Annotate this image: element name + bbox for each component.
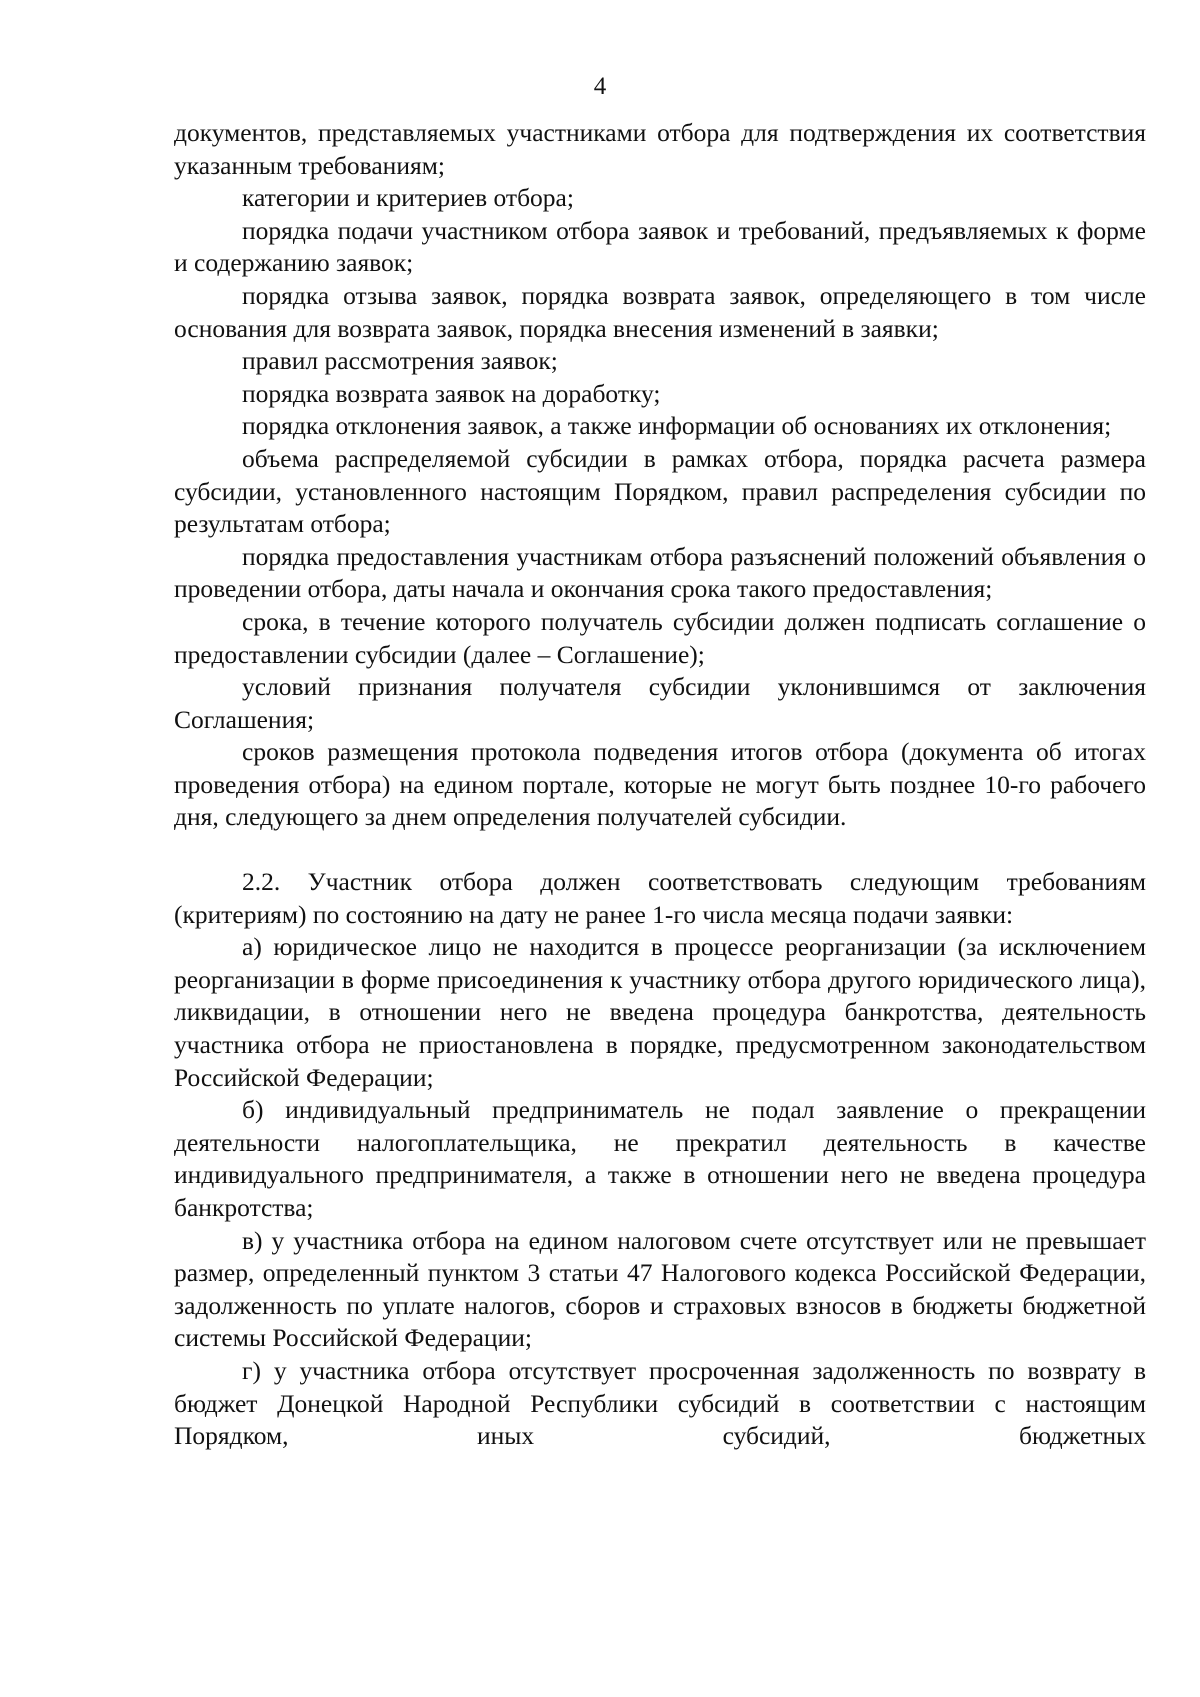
paragraph-evasion-conditions: условий признания получателя субсидии уклонившимся от заключения Соглашения; xyxy=(174,672,1146,734)
paragraph-item-g: г) у участника отбора отсутствует просроченная задолженность по возврату в бюджет Донецкой Народной Республики субсидий в соответствии с настоящим Порядком, иных субсидий, бюджетных xyxy=(174,1355,1146,1451)
section-spacer xyxy=(174,834,1146,866)
paragraph-review-rules: правил рассмотрения заявок; xyxy=(242,346,558,376)
document-body xyxy=(174,117,1146,1453)
paragraph-item-v: в) у участника отбора на едином налоговом счете отсутствует или не превышает размер, определенный пунктом 3 статьи 47 Налогового кодекса Российской Федерации, задолженность по уплате налогов, сборов и страховых взносов в бюджеты бюджетной системы Российской Федерации; xyxy=(174,1225,1146,1353)
paragraph-signing-term: срока, в течение которого получатель субсидии должен подписать соглашение о предоставлении субсидии (далее – Соглашение); xyxy=(174,606,1146,669)
paragraph-documents: документов, представляемых участниками отбора для подтверждения их соответствия указанным требованиям; xyxy=(174,118,1146,180)
paragraph-item-a: а) юридическое лицо не находится в процессе реорганизации (за исключением реорганизации в форме присоединения к участнику отбора другого юридического лица), ликвидации, в отношении него не введена процедура банкротства, деятельность участника отбора не приостановлена в порядке, предусмотренном законодательством Российской Федерации; xyxy=(174,932,1146,1092)
page-number: 4 xyxy=(593,73,607,100)
paragraph-return-for-revision: порядка возврата заявок на доработку; xyxy=(242,378,661,408)
paragraph-subsidy-volume: объема распределяемой субсидии в рамках отбора, порядка расчета размера субсидии, установленного настоящим Порядком, правил распределения субсидии по результатам отбора; xyxy=(174,443,1146,539)
paragraph-withdrawal-order: порядка отзыва заявок, порядка возврата заявок, определяющего в том числе основания для возврата заявок, порядка внесения изменений в заявки; xyxy=(174,280,1146,343)
paragraph-categories: категории и критериев отбора; xyxy=(242,183,574,213)
paragraph-item-b: б) индивидуальный предприниматель не подал заявление о прекращении деятельности налогоплательщика, не прекратил деятельность в качестве индивидуального предпринимателя, а также в отношении него не введена процедура банкротства; xyxy=(174,1095,1146,1222)
paragraph-rejection-order: порядка отклонения заявок, а также информации об основаниях их отклонения; xyxy=(242,411,1112,441)
paragraph-clarifications: порядка предоставления участникам отбора разъяснений положений объявления о проведении отбора, даты начала и окончания срока такого предоставления; xyxy=(174,541,1146,604)
paragraph-protocol-deadlines: сроков размещения протокола подведения итогов отбора (документа об итогах проведения отбора) на едином портале, которые не могут быть позднее 10-го рабочего дня, следующего за днем определения получателей субсидии. xyxy=(174,737,1146,832)
paragraph-submission-order: порядка подачи участником отбора заявок и требований, предъявляемых к форме и содержанию заявок; xyxy=(174,215,1146,278)
paragraph-section-2-2: 2.2. Участник отбора должен соответствовать следующим требованиям (критериям) по состоянию на дату не ранее 1-го числа месяца подачи заявки: xyxy=(174,867,1146,929)
